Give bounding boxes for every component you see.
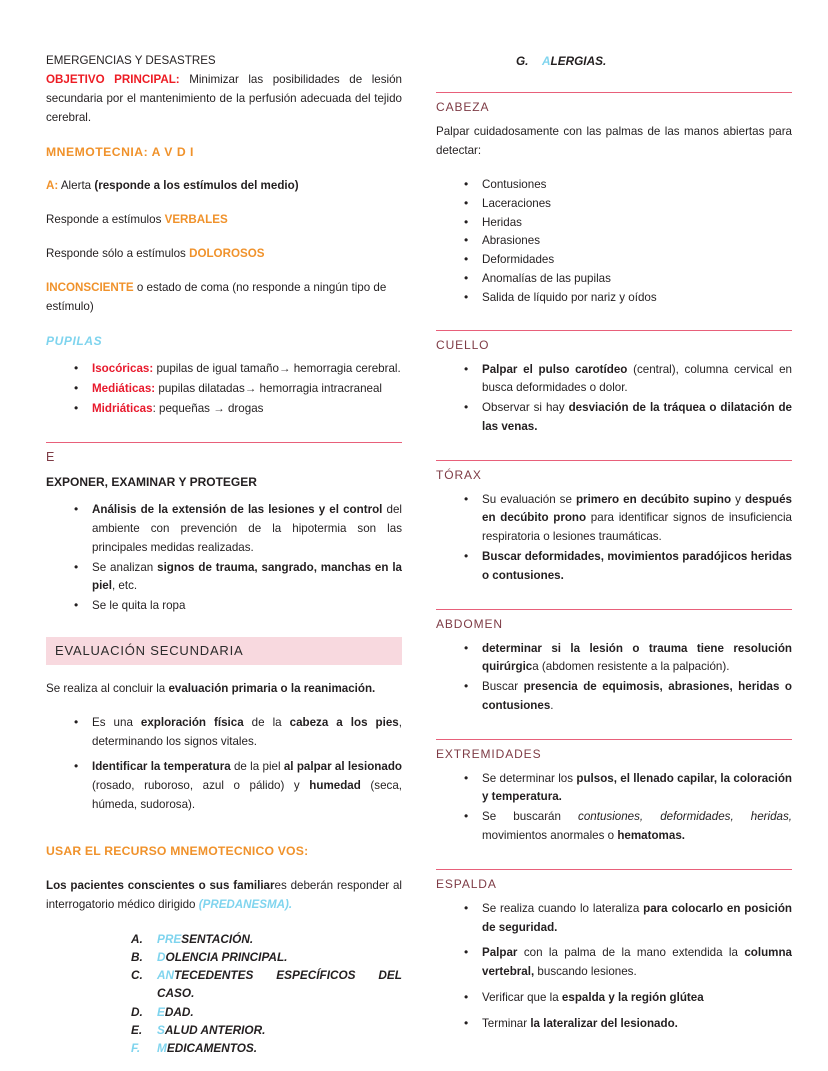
right-column: [436, 52, 792, 1041]
spacer: [436, 352, 792, 361]
vos-heading: USAR EL RECURSO MNEMOTECNICO VOS:: [46, 843, 309, 858]
spacer: [46, 822, 402, 842]
list-item: [482, 678, 792, 716]
spacer: [436, 631, 792, 640]
section-e-item1-rest: del ambiente con prevención de la hipotermia son las principales medidas realizadas.: [92, 503, 402, 554]
spacer: [46, 317, 402, 332]
spacer: [436, 114, 792, 123]
cabeza-item-1: Laceraciones: [482, 196, 551, 210]
spacer: [436, 482, 792, 491]
mnemonic-avdi-title: MNEMOTECNIA: A V D I: [46, 144, 194, 159]
eval-item2-mid: de la piel: [230, 760, 284, 774]
objective-paragraph: [46, 71, 402, 128]
predanesma-d-letter: D.: [131, 1004, 143, 1019]
spacer: [46, 915, 402, 930]
abdomen-item2-b1: presencia de equimosis, abrasiones, heridas o contusiones: [482, 680, 792, 712]
list-item: [482, 808, 792, 846]
list-item: [482, 399, 792, 437]
predanesma-g-rest: LERGIAS.: [550, 54, 607, 68]
espalda-item2-b1: Palpar: [482, 946, 518, 960]
eval-intro-pre: Se realiza al concluir la: [46, 682, 169, 696]
predanesma-g-accent: A: [542, 54, 551, 68]
predanesma-d-accent: E: [157, 1004, 165, 1019]
extremidades-item2-ital: contusiones, deformidades, heridas,: [578, 810, 792, 824]
cuello-item1-rest: (central), columna cervical en busca deformidades o dolor.: [482, 362, 792, 395]
cuello-item2-pre: Observar si hay: [482, 401, 569, 415]
cabeza-item-3: Abrasiones: [482, 234, 541, 248]
spacer: [436, 761, 792, 770]
list-item: [131, 966, 402, 1003]
list-item: [482, 1015, 792, 1034]
extremidades-item2-pre: Se buscarán: [482, 810, 579, 824]
predanesma-e-rest: ALUD ANTERIOR.: [164, 1022, 266, 1037]
spacer: [46, 264, 402, 279]
espalda-list: [436, 900, 792, 1034]
predanesma-d-text: [157, 1003, 402, 1021]
avdi-alerta-plain: Alerta: [60, 179, 95, 193]
list-item: [482, 232, 792, 251]
predanesma-a-letter: A.: [131, 931, 143, 946]
spacer: [46, 196, 402, 211]
list-item: [92, 758, 402, 814]
extremidades-item1-b1: pulsos, el llenado capilar, la coloración y temperatura.: [482, 771, 792, 804]
pupilas-isocoricas-text: pupilas de igual tamaño→ hemorragia cerebral.: [153, 362, 401, 376]
section-header-torax: TÓRAX: [436, 460, 792, 482]
cabeza-item-0: Contusiones: [482, 178, 547, 192]
cabeza-item-4: Deformidades: [482, 253, 555, 267]
section-e-list: [46, 501, 402, 616]
avdi-inconsciente-line: [46, 279, 402, 317]
pupilas-isocoricas-label: Isocóricas:: [92, 362, 154, 376]
predanesma-f-rest: EDICAMENTOS.: [166, 1041, 258, 1056]
predanesma-f-letter: F.: [131, 1041, 141, 1056]
predanesma-list: [46, 930, 402, 1058]
avdi-inconsciente-accent: INCONSCIENTE: [46, 281, 134, 295]
avdi-letter-a: A:: [46, 179, 59, 193]
document-heading: EMERGENCIAS Y DESASTRES: [46, 54, 216, 67]
torax-list: [436, 491, 792, 586]
abdomen-item1-b1: determinar si la lesión o trauma tiene resolución quirúrgic: [482, 641, 792, 674]
spacer: [46, 420, 402, 440]
list-item: [131, 948, 402, 966]
predanesma-e-text: [157, 1021, 402, 1039]
section-e-title: EXPONER, EXAMINAR Y PROTEGER: [46, 474, 257, 489]
predanesma-e-letter: E.: [131, 1022, 143, 1037]
list-item: [92, 400, 402, 419]
extremidades-list: [436, 770, 792, 846]
cabeza-intro: Palpar cuidadosamente con las palmas de las manos abiertas para detectar:: [436, 125, 792, 158]
list-item: [92, 714, 402, 752]
espalda-item4-b1: la lateralizar del lesionado.: [530, 1016, 678, 1030]
section-e-item2-rest: , etc.: [111, 579, 138, 593]
extremidades-item2-mid: movimientos anormales o: [482, 829, 618, 843]
cuello-list: [436, 361, 792, 437]
espalda-item2-mid: con la palma de la mano extendida la: [517, 946, 745, 960]
spacer: [436, 438, 792, 458]
predanesma-f-accent: M: [157, 1041, 167, 1056]
eval-item2-post: (rosado, ruboroso, azul o pálido) y: [92, 779, 310, 793]
cabeza-list: [436, 176, 792, 307]
list-item: [92, 360, 402, 379]
espalda-item2-b2: columna vertebral,: [482, 946, 792, 979]
section-e-item2-pre: Se analizan: [92, 560, 158, 574]
predanesma-a-text: [157, 930, 402, 948]
avdi-verbales-line: [46, 211, 402, 230]
objective-label: OBJETIVO PRINCIPAL:: [46, 72, 180, 86]
spacer: [46, 351, 402, 360]
list-item: [482, 251, 792, 270]
torax-item1-pre: Su evaluación se: [482, 492, 576, 506]
list-item: [92, 559, 402, 597]
pupilas-title: PUPILAS: [46, 333, 103, 348]
eval-item2-post2: (seca, húmeda, sudorosa).: [92, 779, 402, 812]
section-header-cuello: CUELLO: [436, 330, 792, 352]
extremidades-item2-b1: hematomas.: [617, 829, 685, 843]
list-item: [482, 195, 792, 214]
pupilas-midriaticas-text: : pequeñas → drogas: [152, 402, 264, 416]
vos-paragraph: [46, 877, 402, 915]
eval-item1-b2: cabeza a los pies: [289, 715, 399, 729]
list-item: [131, 1003, 402, 1021]
eval-item2-b1: Identificar la temperatura: [92, 760, 231, 774]
section-header-extremidades: EXTREMIDADES: [436, 739, 792, 761]
spacer: [436, 717, 792, 737]
spacer: [46, 699, 402, 714]
vos-para-blue: (PREDANESMA).: [198, 897, 293, 911]
list-item: [482, 214, 792, 233]
spacer: [46, 162, 402, 177]
section-e-item1-bold: Análisis de la extensión de las lesiones y el control: [92, 503, 383, 517]
predanesma-a-accent: PRE: [157, 931, 182, 946]
cuello-item2-b1: desviación de la tráquea o dilatación de las venas.: [482, 401, 793, 433]
avdi-dolorosos-accent: DOLOROSOS: [189, 247, 265, 261]
section-header-abdomen: ABDOMEN: [436, 609, 792, 631]
eval-intro-bold: evaluación primaria o la reanimación.: [168, 682, 376, 696]
spacer: [436, 847, 792, 867]
list-item: [482, 944, 792, 982]
avdi-alerta-bold: (responde a los estímulos del medio): [94, 179, 299, 193]
spacer: [46, 617, 402, 637]
eval-item2-b2: al palpar al lesionado: [283, 760, 402, 774]
torax-item1-post: para identificar signos de insuficiencia respiratoria o lesiones traumáticas.: [482, 511, 792, 544]
cuello-item1-b1: Palpar el pulso carotídeo: [482, 362, 628, 376]
abdomen-item2-rest: .: [550, 698, 554, 712]
spacer: [46, 230, 402, 245]
avdi-alerta-line: [46, 177, 402, 196]
vos-para-plain: médico dirigido: [114, 897, 199, 911]
abdomen-item1-rest: a (abdomen resistente a la palpación).: [532, 660, 730, 674]
spacer: [46, 492, 402, 501]
predanesma-a-rest: SENTACIÓN.: [181, 931, 254, 946]
torax-item1-mid: y: [731, 492, 745, 506]
list-item: [482, 989, 792, 1008]
vos-para-bold: Los pacientes conscientes o sus familiar: [46, 878, 275, 892]
left-column: [46, 52, 402, 1057]
spacer: [436, 70, 792, 90]
predanesma-g-text: [542, 52, 606, 70]
list-item: [482, 900, 792, 938]
pupilas-midriaticas-label: Midriáticas: [92, 402, 153, 416]
pupilas-mediaticas-text: pupilas dilatadas→ hemorragia intracraneal: [155, 382, 383, 396]
cabeza-item-2: Heridas: [482, 215, 522, 229]
predanesma-c-text: [157, 966, 402, 1003]
list-item: [482, 270, 792, 289]
two-column-layout: [46, 52, 794, 1057]
list-item: [482, 176, 792, 195]
avdi-dolorosos-line: [46, 245, 402, 264]
list-item: [482, 770, 792, 808]
espalda-item1-pre: Se realiza cuando lo lateraliza: [482, 901, 644, 915]
predanesma-c-rest: TECEDENTES ESPECÍFICOS DEL CASO.: [157, 968, 402, 1001]
spacer: [436, 587, 792, 607]
list-item: [131, 1021, 402, 1039]
abdomen-list: [436, 640, 792, 716]
espalda-item4-pre: Terminar: [482, 1016, 531, 1030]
list-item: [131, 930, 402, 948]
predanesma-d-rest: DAD.: [164, 1004, 194, 1019]
evaluacion-secundaria-band: EVALUACIÓN SECUNDARIA: [46, 637, 402, 665]
pupilas-list: [46, 360, 402, 418]
evaluacion-secundaria-intro: [46, 680, 402, 699]
predanesma-b-letter: B.: [131, 949, 143, 964]
section-e-item2-bold: signos de trauma, sangrado, manchas en la piel: [92, 560, 403, 593]
spacer: [46, 862, 402, 877]
espalda-item1-b1: para colocarlo en posición de seguridad.: [482, 901, 792, 934]
espalda-item2-post: buscando lesiones.: [534, 965, 637, 979]
spacer: [46, 464, 402, 473]
list-item: [482, 491, 792, 547]
avdi-verbales-accent: VERBALES: [164, 213, 228, 227]
predanesma-c-letter: C.: [131, 968, 143, 983]
list-item: [482, 361, 792, 399]
torax-item1-b1: primero en decúbito supino: [575, 492, 732, 506]
avdi-dolorosos-plain: Responde sólo a estímulos: [46, 247, 190, 261]
espalda-item3-b1: espalda y la región glútea: [561, 990, 704, 1004]
section-header-e: E: [46, 442, 402, 464]
spacer: [46, 665, 402, 680]
predanesma-g-letter: G.: [516, 54, 529, 68]
espalda-item3-pre: Verificar que la: [482, 990, 562, 1004]
eval-item1-mid: de la: [243, 715, 290, 729]
spacer: [436, 891, 792, 900]
evaluacion-secundaria-list: [46, 714, 402, 815]
predanesma-b-text: [157, 948, 402, 966]
pupilas-mediaticas-label: Mediáticas:: [92, 382, 156, 396]
avdi-inconsciente-plain: o estado de coma (no responde a ningún tipo de estímulo): [46, 281, 387, 314]
eval-item2-b3: humedad: [309, 779, 361, 793]
list-item: [482, 289, 792, 308]
eval-item1-pre: Es una: [92, 715, 141, 729]
abdomen-item2-pre: Buscar: [482, 680, 524, 694]
predanesma-f-text: [157, 1039, 402, 1057]
list-item: [482, 640, 792, 678]
eval-item1-b1: exploración física: [140, 715, 244, 729]
predanesma-b-rest: OLENCIA PRINCIPAL.: [165, 949, 288, 964]
cabeza-item-6: Salida de líquido por nariz y oídos: [482, 290, 657, 304]
predanesma-b-accent: D: [157, 949, 166, 964]
objective-text: Minimizar las posibilidades de lesión secundaria por el mantenimiento de la perfusión adecuada del tejido cerebral.: [46, 72, 402, 124]
torax-item2-b1: Buscar deformidades, movimientos paradójicos heridas o contusiones.: [482, 550, 792, 582]
spacer: [436, 161, 792, 176]
section-header-cabeza: CABEZA: [436, 92, 792, 114]
extremidades-item1-pre: Se determinar los: [482, 771, 577, 785]
eval-item1-post: , determinando los signos vitales.: [92, 715, 402, 748]
list-item: [482, 548, 792, 586]
list-item: [92, 501, 402, 557]
avdi-verbales-plain: Responde a estímulos: [46, 213, 165, 227]
cabeza-item-5: Anomalías de las pupilas: [482, 271, 611, 285]
spacer: [46, 128, 402, 143]
list-item: [131, 1039, 402, 1057]
predanesma-e-accent: S: [157, 1022, 165, 1037]
predanesma-g-item: [516, 52, 792, 70]
section-e-item3: Se le quita la ropa: [92, 599, 186, 613]
list-item: [92, 380, 402, 399]
spacer: [436, 308, 792, 328]
vos-para-mid: es deberán responder al interrogatorio: [46, 878, 402, 911]
predanesma-c-accent: AN: [157, 968, 175, 983]
section-header-espalda: ESPALDA: [436, 869, 792, 891]
list-item: [92, 597, 402, 616]
torax-item1-b2: después en decúbito prono: [482, 492, 792, 525]
